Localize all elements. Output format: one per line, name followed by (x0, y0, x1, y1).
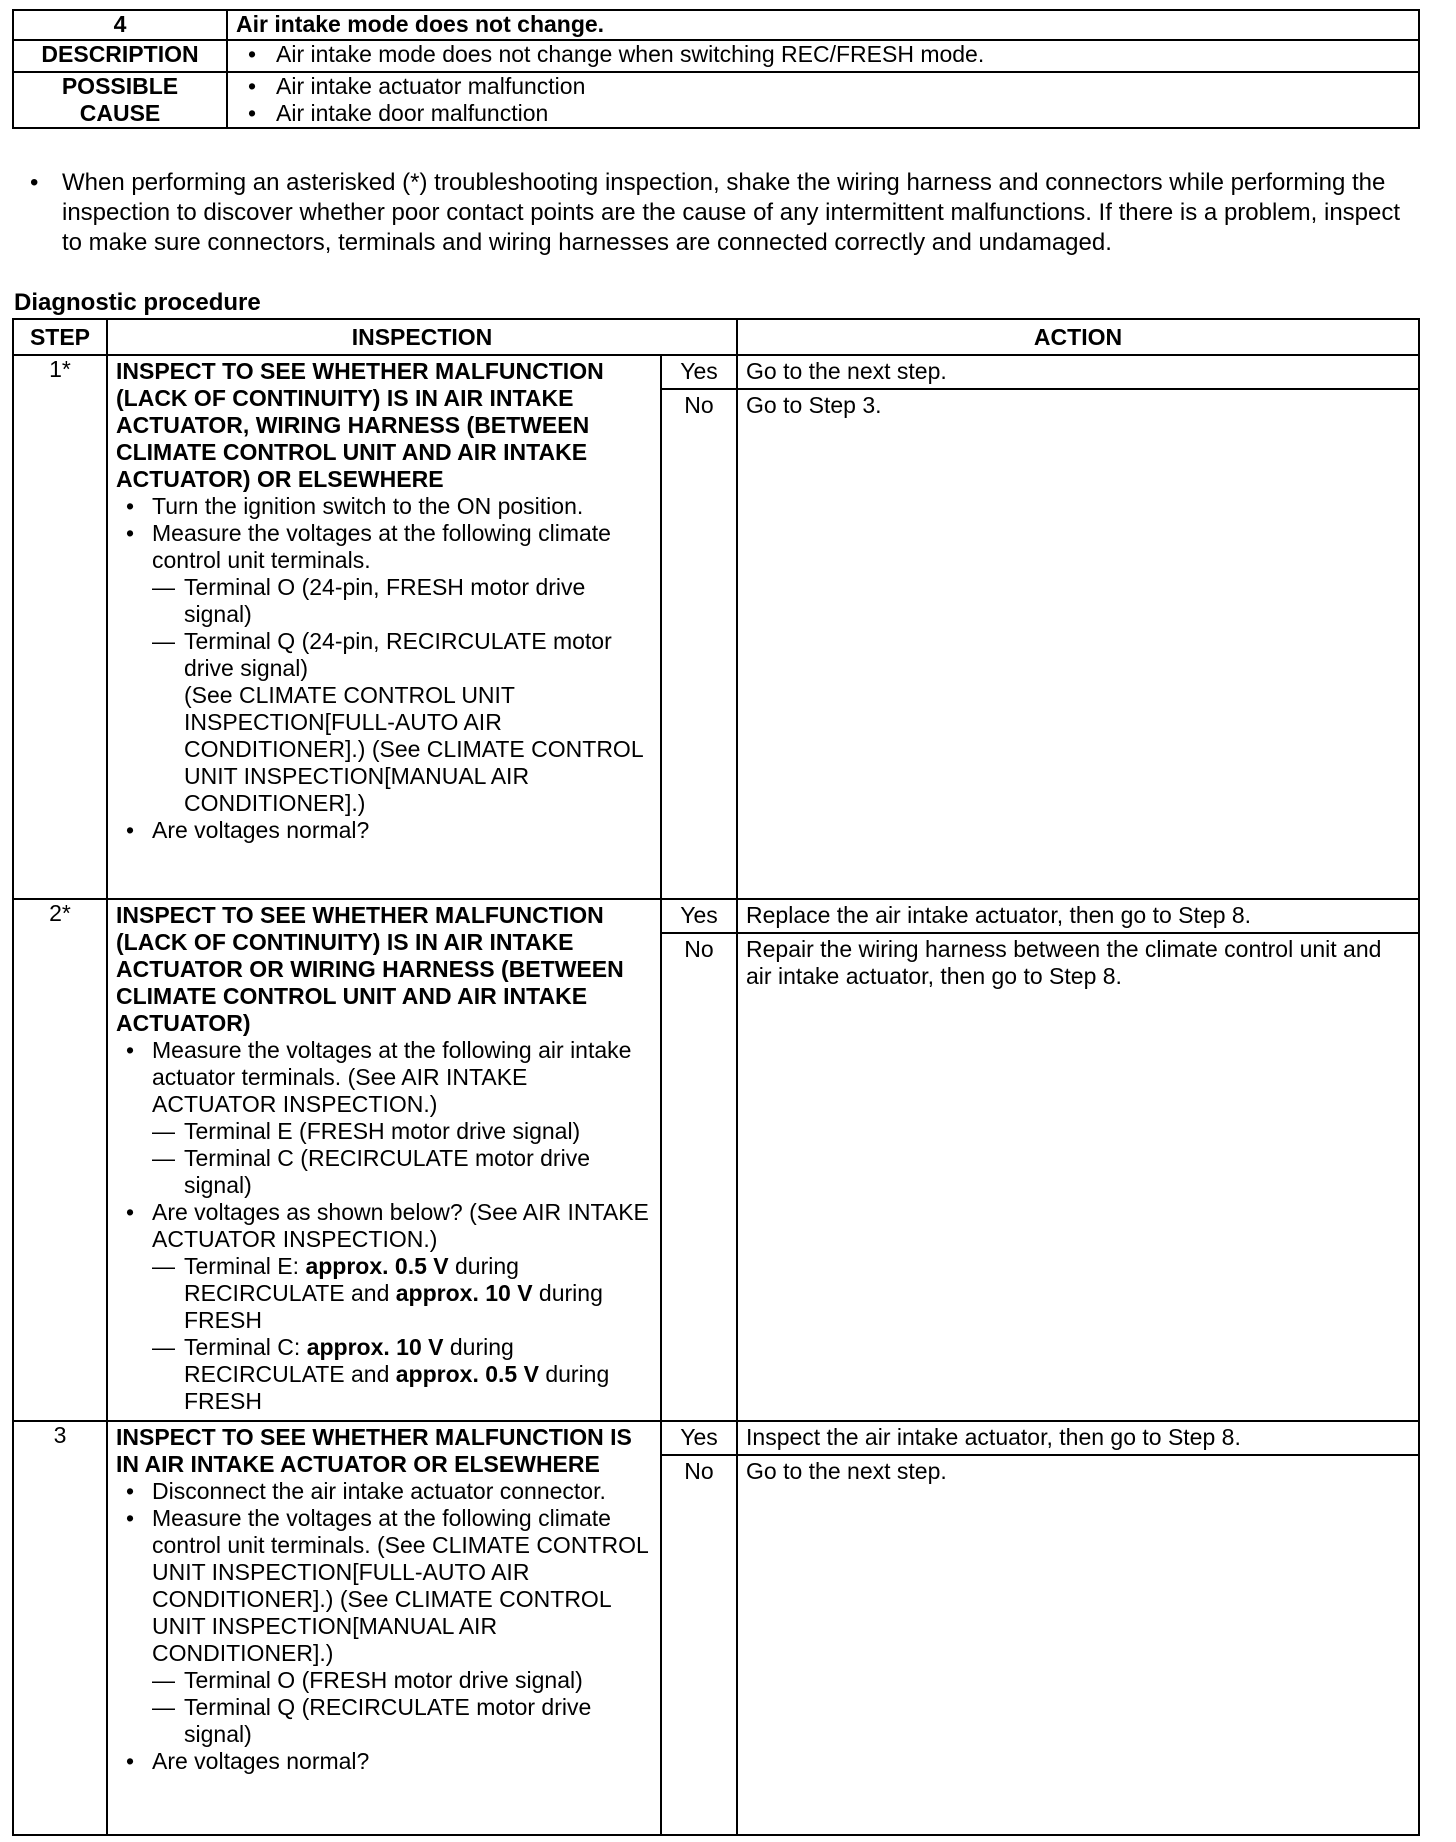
no-action: Go to the next step. (737, 1455, 1419, 1835)
table-row (13, 1421, 1419, 1455)
step-inspection-title: INSPECT TO SEE WHETHER MALFUNCTION (LACK OF CONTINUITY) IS IN AIR INTAKE ACTUATOR, WIRING HARNESS (BETWEEN CLIMATE CONTROL UNIT AND AIR INTAKE ACTUATOR) OR ELSEWHERE (116, 358, 604, 492)
step-inspection-title: INSPECT TO SEE WHETHER MALFUNCTION IS IN AIR INTAKE ACTUATOR OR ELSEWHERE (116, 1424, 632, 1477)
possible-cause-cell (227, 72, 1419, 128)
table-row (13, 355, 1419, 389)
inspection-sub-item: — Terminal Q (24-pin, RECIRCULATE motor drive signal) (152, 628, 652, 682)
inspection-bullet: • Disconnect the air intake actuator connector. (116, 1478, 652, 1505)
possible-cause-item: • Air intake door malfunction (236, 100, 1410, 127)
inspection-bullet: • Are voltages normal? (116, 817, 652, 844)
diagnostic-procedure-table (12, 318, 1420, 1836)
description-label: DESCRIPTION (13, 40, 227, 72)
column-header-inspection: INSPECTION (107, 319, 737, 355)
inspection-sub-item: — Terminal E: approx. 0.5 V during RECIRCULATE and approx. 10 V during FRESH (152, 1253, 652, 1334)
possible-cause-item: • Air intake actuator malfunction (236, 73, 1410, 100)
symptom-title: Air intake mode does not change. (227, 10, 1419, 40)
step-number: 1* (13, 355, 107, 899)
inspection-bullet: • Measure the voltages at the following climate control unit terminals. (See CLIMATE CONTROL UNIT INSPECTION[FULL-AUTO AIR CONDITIONER].) (See CLIMATE CONTROL UNIT INSPECTION[MANUAL AIR CONDITIONER].) — Terminal O (FRESH motor drive signal) — Terminal Q (RECIRCULATE motor drive signal) (116, 1505, 652, 1748)
no-label: No (661, 389, 737, 899)
troubleshooting-note (30, 168, 1425, 258)
no-label: No (661, 933, 737, 1421)
inspection-bullet: • Measure the voltages at the following air intake actuator terminals. (See AIR INTAKE ACTUATOR INSPECTION.) — Terminal E (FRESH motor drive signal) — Terminal C (RECIRCULATE motor drive signal) (116, 1037, 652, 1199)
step-number: 2* (13, 899, 107, 1421)
yes-action: Inspect the air intake actuator, then go to Step 8. (737, 1421, 1419, 1455)
symptom-header-table (12, 9, 1420, 129)
no-action: Go to Step 3. (737, 389, 1419, 899)
diagnostic-procedure-title: Diagnostic procedure (14, 289, 261, 316)
inspection-bullet: • Turn the ignition switch to the ON position. (116, 493, 652, 520)
yes-action: Replace the air intake actuator, then go to Step 8. (737, 899, 1419, 933)
inspection-bullet: • Measure the voltages at the following climate control unit terminals. — Terminal O (24-pin, FRESH motor drive signal) — Terminal Q (24-pin, RECIRCULATE motor drive signal) (See CLIMATE CONTROL UNIT INSPECTION[FULL-AUTO AIR CONDITIONER].) (See CLIMATE CONTROL UNIT INSPECTION[MANUAL AIR CONDITIONER].) (116, 520, 652, 817)
inspection-reference: (See CLIMATE CONTROL UNIT INSPECTION[FULL-AUTO AIR CONDITIONER].) (See CLIMATE CONTROL UNIT INSPECTION[MANUAL AIR CONDITIONER].) (184, 682, 643, 816)
step-inspection (107, 899, 661, 1421)
symptom-number: 4 (13, 10, 227, 40)
step-inspection (107, 1421, 661, 1835)
yes-label: Yes (661, 355, 737, 389)
possible-cause-label (13, 72, 227, 128)
inspection-sub-item: — Terminal O (24-pin, FRESH motor drive signal) (152, 574, 652, 628)
step-number: 3 (13, 1421, 107, 1835)
possible-cause-label-line1: POSSIBLE (61, 73, 179, 99)
column-header-action: ACTION (737, 319, 1419, 355)
yes-action: Go to the next step. (737, 355, 1419, 389)
no-action: Repair the wiring harness between the climate control unit and air intake actuator, then go to Step 8. (737, 933, 1419, 1421)
inspection-sub-item: — Terminal C: approx. 10 V during RECIRCULATE and approx. 0.5 V during FRESH (152, 1334, 652, 1415)
inspection-bullet: • Are voltages as shown below? (See AIR INTAKE ACTUATOR INSPECTION.) — Terminal E: approx. 0.5 V during RECIRCULATE and approx. 10 V during FRESH — Terminal C: approx. 10 V during RECIRCULATE and approx. 0.5 V during FRESH (116, 1199, 652, 1415)
description-cell (227, 40, 1419, 72)
inspection-sub-item: — Terminal O (FRESH motor drive signal) (152, 1667, 652, 1694)
yes-label: Yes (661, 1421, 737, 1455)
column-header-step: STEP (13, 319, 107, 355)
step-inspection (107, 355, 661, 899)
table-row (13, 899, 1419, 933)
no-label: No (661, 1455, 737, 1835)
note-text: When performing an asterisked (*) troubleshooting inspection, shake the wiring harness and connectors while performing the inspection to discover whether poor contact points are the cause of any intermittent malfunctions. If there is a problem, inspect to make sure connectors, terminals and wiring harnesses are connected correctly and undamaged. (62, 169, 1401, 256)
inspection-sub-item: — Terminal E (FRESH motor drive signal) (152, 1118, 652, 1145)
possible-cause-label-line2: CAUSE (79, 100, 161, 126)
inspection-bullet: • Are voltages normal? (116, 1748, 652, 1775)
inspection-sub-item: — Terminal Q (RECIRCULATE motor drive signal) (152, 1694, 652, 1748)
step-inspection-title: INSPECT TO SEE WHETHER MALFUNCTION (LACK OF CONTINUITY) IS IN AIR INTAKE ACTUATOR OR WIRING HARNESS (BETWEEN CLIMATE CONTROL UNIT AND AIR INTAKE ACTUATOR) (116, 902, 624, 1036)
yes-label: Yes (661, 899, 737, 933)
bullet-icon: • (30, 169, 39, 196)
inspection-sub-item: — Terminal C (RECIRCULATE motor drive signal) (152, 1145, 652, 1199)
description-item: • Air intake mode does not change when switching REC/FRESH mode. (236, 41, 1410, 68)
